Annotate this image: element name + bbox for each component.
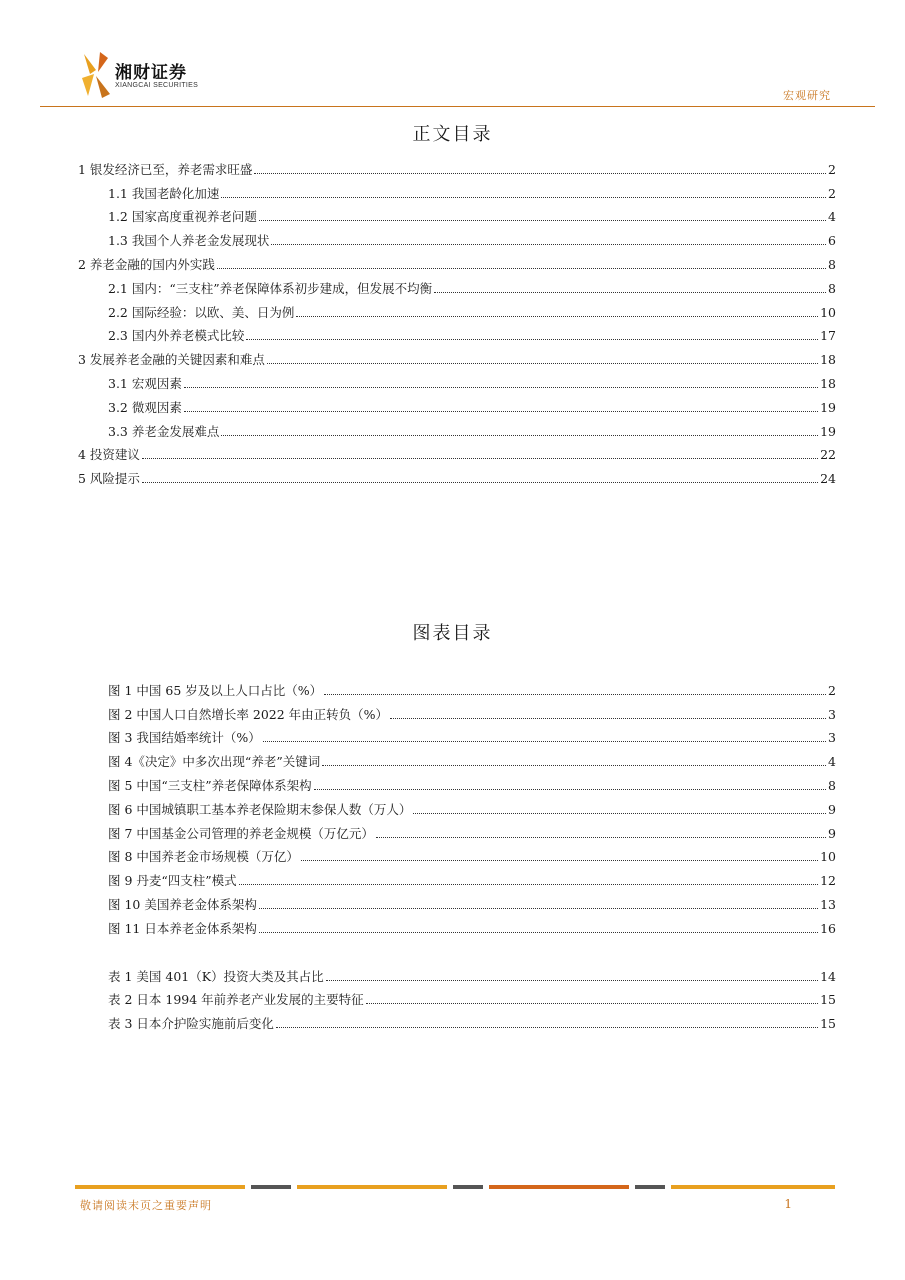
toc-entry-title: 图 8 中国养老金市场规模（万亿） bbox=[108, 849, 299, 865]
toc-entry-page: 22 bbox=[820, 447, 836, 463]
dot-leader bbox=[259, 908, 818, 909]
dot-leader bbox=[314, 789, 826, 790]
toc-entry-title: 3.1 宏观因素 bbox=[108, 375, 182, 391]
toc-entry-title: 图 5 中国“三支柱”养老保障体系架构 bbox=[108, 777, 312, 793]
toc-entry-page: 10 bbox=[820, 304, 836, 320]
toc-entry-title: 2.1 国内：“三支柱”养老保障体系初步建成，但发展不均衡 bbox=[108, 280, 433, 296]
dot-leader bbox=[296, 316, 818, 317]
toc-entry-title: 图 1 中国 65 岁及以上人口占比（%） bbox=[108, 682, 323, 698]
toc-entry[interactable] bbox=[78, 344, 836, 368]
toc-entry[interactable] bbox=[78, 225, 836, 249]
toc-entry-page: 3 bbox=[828, 706, 836, 722]
toc-entry-title: 4 投资建议 bbox=[78, 447, 140, 463]
toc-entry-page: 15 bbox=[820, 1016, 836, 1032]
toc-entry-page: 2 bbox=[828, 161, 836, 177]
toc-entry-page: 4 bbox=[828, 209, 836, 225]
toc-entry-page: 17 bbox=[820, 328, 836, 344]
toc-entry[interactable] bbox=[78, 202, 836, 226]
toc-entry-page: 14 bbox=[820, 968, 836, 984]
toc-entry-page: 9 bbox=[828, 825, 836, 841]
dot-leader bbox=[142, 458, 818, 459]
dot-leader bbox=[376, 837, 826, 838]
toc-entry-page: 8 bbox=[828, 280, 836, 296]
toc-entry[interactable] bbox=[78, 842, 836, 866]
toc-entry-title: 图 4《决定》中多次出现“养老”关键词 bbox=[108, 754, 321, 770]
toc-entry[interactable] bbox=[78, 889, 836, 913]
disclaimer-note: 敬请阅读末页之重要声明 bbox=[80, 1199, 212, 1212]
toc-entry-title: 图 3 我国结婚率统计（%） bbox=[108, 730, 261, 746]
toc-entry-page: 24 bbox=[820, 471, 836, 487]
toc-title: 正文目录 bbox=[412, 124, 493, 145]
toc-entry[interactable] bbox=[78, 416, 836, 440]
toc-entry-page: 19 bbox=[820, 399, 836, 415]
dot-leader bbox=[413, 813, 826, 814]
toc-entry[interactable] bbox=[78, 746, 836, 770]
dot-leader bbox=[434, 292, 826, 293]
toc-entry-title: 2.3 国内外养老模式比较 bbox=[108, 328, 245, 344]
dot-leader bbox=[276, 1027, 818, 1028]
toc-entry-page: 16 bbox=[820, 920, 836, 936]
page-header bbox=[0, 0, 905, 110]
department-label: 宏观研究 bbox=[783, 89, 831, 102]
toc-entry[interactable] bbox=[78, 392, 836, 416]
toc-entry[interactable] bbox=[78, 463, 836, 487]
figures-list bbox=[78, 675, 836, 1032]
toc-entry-title: 1 银发经济已至，养老需求旺盛 bbox=[78, 161, 253, 177]
toc-entry-title: 表 1 美国 401（K）投资大类及其占比 bbox=[108, 968, 324, 984]
toc-entry-title: 3.3 养老金发展难点 bbox=[108, 423, 220, 439]
dot-leader bbox=[217, 268, 826, 269]
toc-entry-title: 2 养老金融的国内外实践 bbox=[78, 256, 215, 272]
toc-entry-page: 12 bbox=[820, 873, 836, 889]
xiangcai-logo-icon bbox=[80, 50, 112, 100]
toc-entry-page: 18 bbox=[820, 352, 836, 368]
list-spacer bbox=[78, 937, 836, 961]
toc-entry[interactable] bbox=[78, 699, 836, 723]
toc-entry[interactable] bbox=[78, 440, 836, 464]
dot-leader bbox=[254, 173, 826, 174]
toc-entry-title: 1.3 我国个人养老金发展现状 bbox=[108, 233, 270, 249]
toc-entry[interactable] bbox=[78, 961, 836, 985]
toc-entry-title: 图 6 中国城镇职工基本养老保险期末参保人数（万人） bbox=[108, 801, 412, 817]
figures-title: 图表目录 bbox=[412, 623, 493, 644]
page-number: 1 bbox=[784, 1197, 792, 1211]
dot-leader bbox=[267, 363, 818, 364]
toc-entry[interactable] bbox=[78, 178, 836, 202]
toc-entry-title: 表 3 日本介护险实施前后变化 bbox=[108, 1016, 274, 1032]
toc-entry-title: 3.2 微观因素 bbox=[108, 399, 182, 415]
toc-entry[interactable] bbox=[78, 273, 836, 297]
toc-entry[interactable] bbox=[78, 249, 836, 273]
toc-entry-page: 9 bbox=[828, 801, 836, 817]
toc-entry-page: 8 bbox=[828, 777, 836, 793]
toc-entry-title: 图 11 日本养老金体系架构 bbox=[108, 920, 257, 936]
header-divider bbox=[40, 106, 875, 107]
toc-entry-page: 6 bbox=[828, 233, 836, 249]
dot-leader bbox=[322, 765, 826, 766]
dot-leader bbox=[259, 220, 826, 221]
dot-leader bbox=[324, 694, 826, 695]
dot-leader bbox=[246, 339, 818, 340]
toc-entry-page: 10 bbox=[820, 849, 836, 865]
toc-entry[interactable] bbox=[78, 154, 836, 178]
toc-entry-title: 表 2 日本 1994 年前养老产业发展的主要特征 bbox=[108, 992, 364, 1008]
footer-decor-bar bbox=[75, 1185, 835, 1189]
dot-leader bbox=[184, 387, 818, 388]
toc-entry[interactable] bbox=[78, 368, 836, 392]
dot-leader bbox=[221, 197, 826, 198]
dot-leader bbox=[142, 482, 818, 483]
toc-entry-page: 15 bbox=[820, 992, 836, 1008]
toc-entry-title: 图 2 中国人口自然增长率 2022 年由正转负（%） bbox=[108, 706, 389, 722]
toc-entry-page: 18 bbox=[820, 375, 836, 391]
toc-entry[interactable] bbox=[78, 297, 836, 321]
logo-text-cn: 湘财证券 bbox=[115, 63, 187, 83]
toc-entry-title: 1.2 国家高度重视养老问题 bbox=[108, 209, 257, 225]
toc-entry-title: 5 风险提示 bbox=[78, 471, 140, 487]
dot-leader bbox=[271, 244, 826, 245]
dot-leader bbox=[239, 884, 818, 885]
dot-leader bbox=[366, 1003, 818, 1004]
toc-entry-title: 图 7 中国基金公司管理的养老金规模（万亿元） bbox=[108, 825, 374, 841]
toc-entry[interactable] bbox=[78, 865, 836, 889]
toc-entry-page: 13 bbox=[820, 896, 836, 912]
toc-entry-title: 1.1 我国老龄化加速 bbox=[108, 185, 220, 201]
toc-entry[interactable] bbox=[78, 1008, 836, 1032]
toc-entry[interactable] bbox=[78, 985, 836, 1009]
toc-entry[interactable] bbox=[78, 675, 836, 699]
toc-entry[interactable] bbox=[78, 913, 836, 937]
toc-entry-page: 4 bbox=[828, 754, 836, 770]
toc-entry-page: 2 bbox=[828, 682, 836, 698]
company-logo bbox=[80, 50, 240, 102]
dot-leader bbox=[390, 718, 826, 719]
toc-entry-title: 图 9 丹麦“四支柱”模式 bbox=[108, 873, 237, 889]
dot-leader bbox=[259, 932, 818, 933]
toc-entry-page: 19 bbox=[820, 423, 836, 439]
dot-leader bbox=[326, 980, 819, 981]
toc-entry[interactable] bbox=[78, 770, 836, 794]
toc-entry-page: 3 bbox=[828, 730, 836, 746]
toc-entry-page: 8 bbox=[828, 256, 836, 272]
toc-entry[interactable] bbox=[78, 723, 836, 747]
dot-leader bbox=[184, 411, 818, 412]
toc-list bbox=[78, 154, 836, 487]
dot-leader bbox=[221, 435, 818, 436]
toc-entry[interactable] bbox=[78, 818, 836, 842]
toc-entry-title: 3 发展养老金融的关键因素和难点 bbox=[78, 352, 265, 368]
logo-text-en: XIANGCAI SECURITIES bbox=[115, 82, 199, 89]
toc-entry-title: 图 10 美国养老金体系架构 bbox=[108, 896, 257, 912]
dot-leader bbox=[263, 741, 826, 742]
toc-entry[interactable] bbox=[78, 794, 836, 818]
dot-leader bbox=[301, 860, 818, 861]
toc-entry[interactable] bbox=[78, 321, 836, 345]
toc-entry-title: 2.2 国际经验：以欧、美、日为例 bbox=[108, 304, 295, 320]
toc-entry-page: 2 bbox=[828, 185, 836, 201]
